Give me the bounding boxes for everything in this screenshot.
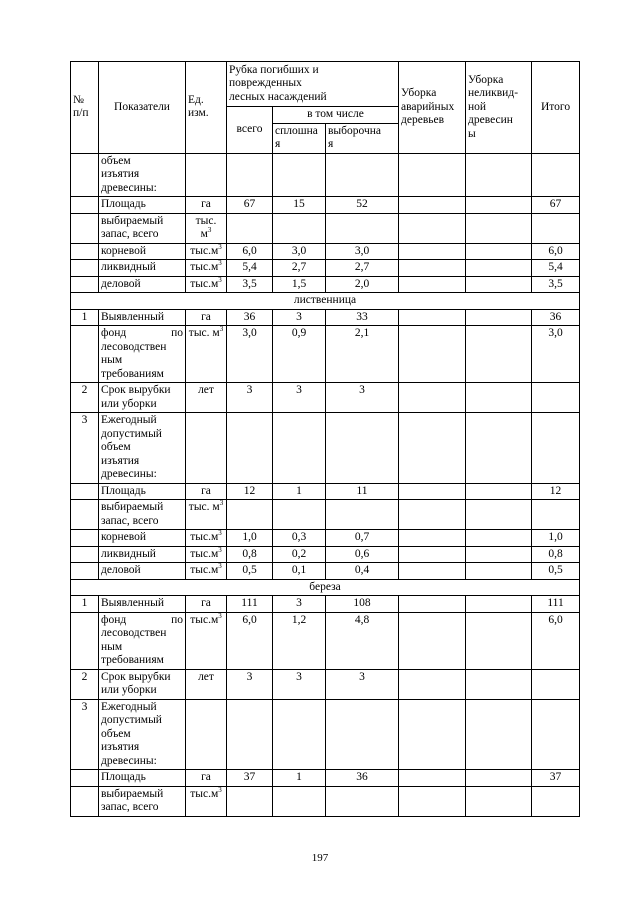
cell-all [227,699,273,770]
table-row [71,699,580,770]
row-label: ликвидный [99,546,186,563]
cell-all [227,500,273,530]
section-title: береза [71,579,580,596]
cell-illiquid [466,243,532,260]
row-label: Выявленный [99,309,186,326]
cell-all: 12 [227,483,273,500]
page-number: 197 [311,852,329,864]
cell-emergency [399,276,466,293]
table-row [71,383,580,413]
cell-all [227,213,273,243]
cell-illiquid [466,786,532,816]
header-all: всего [227,107,273,154]
cell-emergency [399,483,466,500]
table-row [71,669,580,699]
cell-clear: 1,2 [273,612,326,669]
cell-emergency [399,383,466,413]
cell-selective: 0,7 [326,530,399,547]
cell-selective: 2,7 [326,260,399,277]
cell-all: 3,0 [227,326,273,383]
row-label: Срок вырубки или уборки [99,669,186,699]
row-num [71,786,99,816]
table-row [71,530,580,547]
row-label: выбираемый запас, всего [99,500,186,530]
row-unit: га [186,596,227,613]
cell-all: 36 [227,309,273,326]
row-label: Площадь [99,483,186,500]
row-label: корневой [99,530,186,547]
row-unit [186,699,227,770]
cell-total: 12 [532,483,580,500]
cell-selective [326,213,399,243]
cell-total: 6,0 [532,612,580,669]
row-unit: $тыс.м^3$ [186,276,227,293]
cell-total: 0,8 [532,546,580,563]
cell-total: 1,0 [532,530,580,547]
row-label: фонд по лесоводствен ным требованиям [99,612,186,669]
cell-clear: 0,3 [273,530,326,547]
row-label: Срок вырубки или уборки [99,383,186,413]
table-row [71,276,580,293]
cell-total: 36 [532,309,580,326]
cell-clear: 3 [273,596,326,613]
table-row [71,546,580,563]
cell-selective: 52 [326,197,399,214]
row-num [71,260,99,277]
cell-total [532,669,580,699]
cell-emergency [399,563,466,580]
cell-selective: 0,4 [326,563,399,580]
cell-selective [326,413,399,484]
cell-emergency [399,699,466,770]
cell-total: 67 [532,197,580,214]
row-unit: га [186,483,227,500]
cell-emergency [399,153,466,197]
section-row [71,293,580,310]
cell-emergency [399,770,466,787]
row-num [71,612,99,669]
row-label: Ежегодный допустимый объем изъятия древесины: [99,413,186,484]
cell-selective: 11 [326,483,399,500]
row-unit: $тыс.м^3$ [186,260,227,277]
row-label: деловой [99,563,186,580]
cell-selective [326,500,399,530]
cell-total: 6,0 [532,243,580,260]
header-illiquid: Уборка неликвид- ной древесин ы [466,62,532,154]
row-unit: га [186,197,227,214]
row-num [71,213,99,243]
cell-illiquid [466,500,532,530]
table-row [71,213,580,243]
table-row [71,326,580,383]
cell-illiquid [466,383,532,413]
table-row [71,786,580,816]
row-label: фонд по лесоводствен ным требованиям [99,326,186,383]
table-row [71,243,580,260]
row-unit: га [186,309,227,326]
header-including: в том числе [273,107,399,124]
cell-total: 111 [532,596,580,613]
row-num [71,530,99,547]
cell-all: 5,4 [227,260,273,277]
cell-total: 37 [532,770,580,787]
cell-total: 3,0 [532,326,580,383]
cell-selective: 2,0 [326,276,399,293]
header-felling: Рубка погибших и поврежденных лесных насаждений [227,62,399,107]
header-unit: Ед. изм. [186,62,227,154]
cell-selective: 36 [326,770,399,787]
cell-clear: 3 [273,383,326,413]
cell-all: 37 [227,770,273,787]
row-num: 2 [71,383,99,413]
table-row [71,413,580,484]
cell-clear: 0,1 [273,563,326,580]
table-row [71,500,580,530]
cell-total [532,786,580,816]
cell-emergency [399,413,466,484]
cell-illiquid [466,563,532,580]
cell-clear [273,213,326,243]
cell-selective: 3,0 [326,243,399,260]
cell-all: 0,5 [227,563,273,580]
cell-all: 111 [227,596,273,613]
row-num [71,326,99,383]
cell-illiquid [466,326,532,383]
row-label: объем изъятия древесины: [99,153,186,197]
cell-emergency [399,197,466,214]
cell-clear: 3,0 [273,243,326,260]
row-unit: тыс. $м^3$ [186,213,227,243]
row-unit: $тыс.м^3$ [186,563,227,580]
cell-all: 6,0 [227,612,273,669]
cell-all [227,786,273,816]
cell-illiquid [466,197,532,214]
cell-illiquid [466,669,532,699]
cell-illiquid [466,276,532,293]
cell-illiquid [466,309,532,326]
header-emergency: Уборка аварийных деревьев [399,62,466,154]
cell-illiquid [466,770,532,787]
cell-all: 6,0 [227,243,273,260]
section-row [71,579,580,596]
row-label: Площадь [99,770,186,787]
header-selective: выборочна я [326,123,399,153]
cell-emergency [399,326,466,383]
cell-selective: 3 [326,669,399,699]
cell-emergency [399,260,466,277]
cell-total [532,413,580,484]
row-label: выбираемый запас, всего [99,213,186,243]
cell-clear: 1 [273,483,326,500]
cell-illiquid [466,260,532,277]
cell-emergency [399,546,466,563]
cell-clear: 3 [273,309,326,326]
cell-clear: 1,5 [273,276,326,293]
cell-selective: 0,6 [326,546,399,563]
cell-emergency [399,530,466,547]
row-unit: лет [186,383,227,413]
cell-emergency [399,786,466,816]
cell-clear: 0,9 [273,326,326,383]
cell-selective: 33 [326,309,399,326]
cell-clear: 2,7 [273,260,326,277]
row-num [71,276,99,293]
cell-illiquid [466,483,532,500]
table-row [71,612,580,669]
table-row [71,309,580,326]
section-title: лиственница [71,293,580,310]
cell-all [227,153,273,197]
row-unit: $тыс.м^3$ [186,612,227,669]
table-row [71,483,580,500]
row-label: ликвидный [99,260,186,277]
row-num: 3 [71,413,99,484]
table-row [71,596,580,613]
cell-clear: 3 [273,669,326,699]
row-label: Ежегодный допустимый объем изъятия древесины: [99,699,186,770]
row-label: деловой [99,276,186,293]
row-num [71,546,99,563]
cell-emergency [399,500,466,530]
cell-clear: 1 [273,770,326,787]
forest-table [70,61,580,817]
cell-illiquid [466,596,532,613]
cell-clear: 15 [273,197,326,214]
cell-total [532,153,580,197]
cell-total: 5,4 [532,260,580,277]
row-label: Выявленный [99,596,186,613]
cell-total [532,213,580,243]
cell-emergency [399,243,466,260]
row-unit: лет [186,669,227,699]
row-num [71,153,99,197]
cell-illiquid [466,699,532,770]
cell-illiquid [466,213,532,243]
row-num [71,770,99,787]
cell-all [227,413,273,484]
header-total: Итого [532,62,580,154]
cell-clear [273,500,326,530]
table-row [71,563,580,580]
cell-all: 3,5 [227,276,273,293]
row-unit: $тыс.м^3$ [186,530,227,547]
cell-clear: 0,2 [273,546,326,563]
table-row [71,770,580,787]
cell-total: 0,5 [532,563,580,580]
cell-total [532,699,580,770]
cell-all: 3 [227,669,273,699]
row-num [71,563,99,580]
cell-illiquid [466,612,532,669]
cell-emergency [399,669,466,699]
header-indicator: Показатели [99,62,186,154]
row-unit: тыс. $м^3$ [186,326,227,383]
row-unit: тыс. $м^3$ [186,500,227,530]
cell-selective: 4,8 [326,612,399,669]
cell-clear [273,699,326,770]
cell-all: 0,8 [227,546,273,563]
row-unit: га [186,770,227,787]
row-num: 1 [71,596,99,613]
header-clear: сплошна я [273,123,326,153]
row-num [71,197,99,214]
cell-selective [326,786,399,816]
cell-total [532,383,580,413]
row-unit: $тыс.м^3$ [186,786,227,816]
row-num [71,500,99,530]
cell-selective [326,153,399,197]
cell-emergency [399,612,466,669]
cell-clear [273,786,326,816]
cell-illiquid [466,153,532,197]
cell-emergency [399,213,466,243]
table-row [71,197,580,214]
row-unit: $тыс.м^3$ [186,546,227,563]
cell-all: 1,0 [227,530,273,547]
row-num: 3 [71,699,99,770]
row-label: Площадь [99,197,186,214]
row-label: корневой [99,243,186,260]
cell-clear [273,153,326,197]
cell-illiquid [466,413,532,484]
cell-selective: 3 [326,383,399,413]
cell-emergency [399,309,466,326]
row-unit: $тыс.м^3$ [186,243,227,260]
cell-total [532,500,580,530]
table-row [71,153,580,197]
row-num [71,483,99,500]
row-num: 2 [71,669,99,699]
cell-selective: 2,1 [326,326,399,383]
cell-selective [326,699,399,770]
header-num: № п/п [71,62,99,154]
cell-clear [273,413,326,484]
table-row [71,260,580,277]
cell-total: 3,5 [532,276,580,293]
row-num: 1 [71,309,99,326]
cell-illiquid [466,530,532,547]
row-unit [186,153,227,197]
row-num [71,243,99,260]
cell-emergency [399,596,466,613]
row-label: выбираемый запас, всего [99,786,186,816]
cell-selective: 108 [326,596,399,613]
cell-illiquid [466,546,532,563]
row-unit [186,413,227,484]
cell-all: 67 [227,197,273,214]
cell-all: 3 [227,383,273,413]
